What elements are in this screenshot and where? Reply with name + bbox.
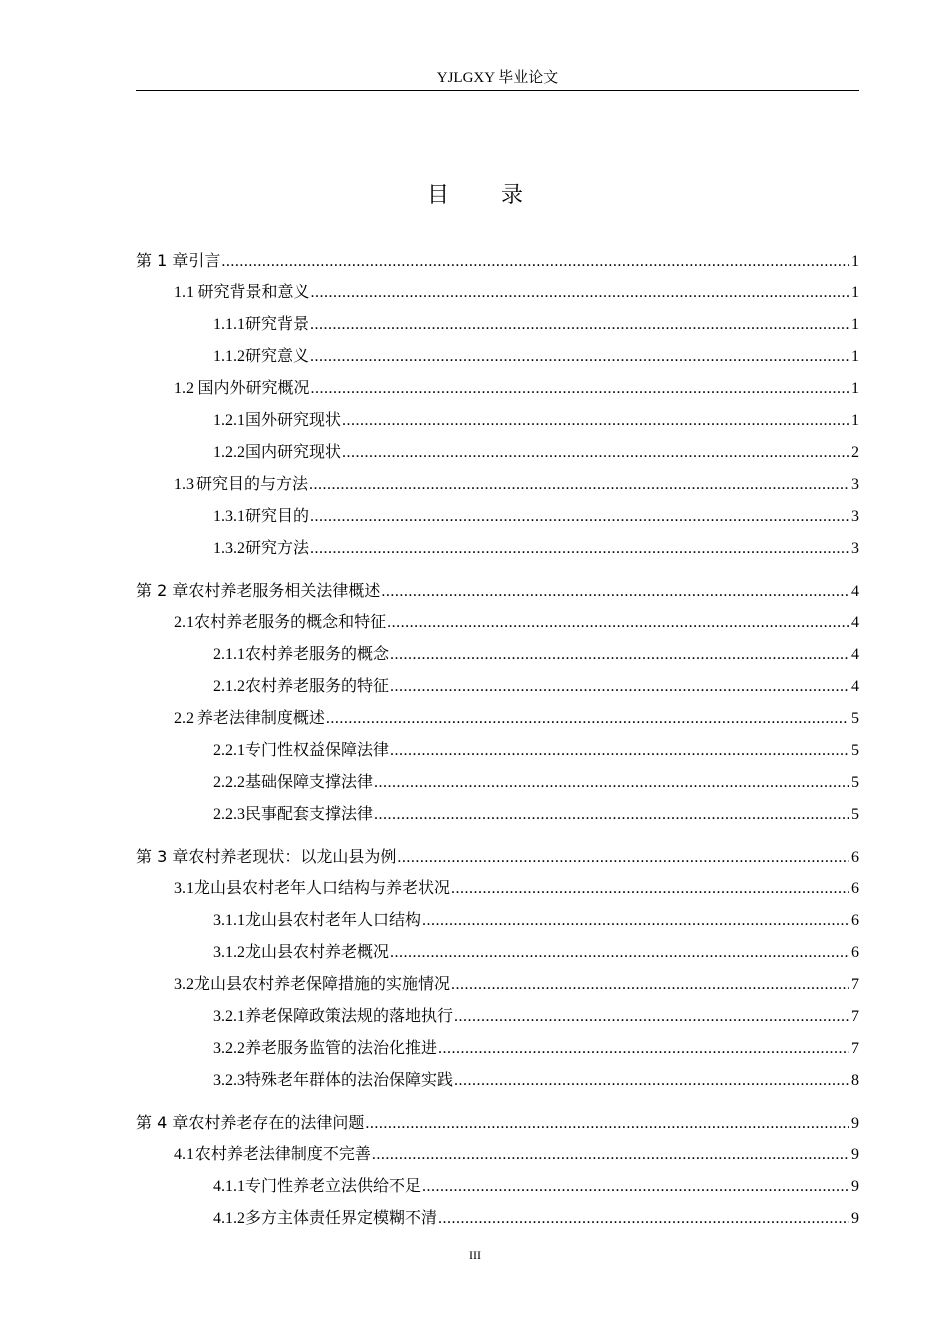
- toc-entry-number: 4.1.2: [213, 1210, 245, 1227]
- toc-entry-page: 3: [851, 476, 859, 493]
- toc-entry-title: 农村养老存在的法律问题: [188, 1113, 365, 1132]
- toc-leader-dots: [326, 703, 849, 735]
- toc-leader-dots: [438, 1203, 849, 1235]
- toc-entry-number: 1.3.2: [213, 540, 245, 557]
- toc-entry-number: 4.1.1: [213, 1178, 245, 1195]
- toc-entry-number: 1.2: [174, 380, 194, 397]
- page-number: III: [469, 1248, 481, 1262]
- toc-entry-page: 4: [851, 646, 859, 663]
- toc-entry[interactable]: [136, 969, 859, 1001]
- toc-leader-dots: [397, 842, 849, 874]
- header-title: YJLGXY 毕业论文: [436, 70, 559, 86]
- toc-leader-dots: [310, 341, 849, 373]
- toc-entry-title: 研究背景和意义: [197, 284, 310, 301]
- toc-entry-page: 1: [851, 380, 859, 397]
- toc-leader-dots: [438, 1033, 849, 1065]
- toc-entry-title: 龙山县农村养老概况: [245, 944, 390, 961]
- toc-entry-title: 龙山县农村老年人口结构与养老状况: [194, 880, 451, 897]
- toc-leader-dots: [390, 639, 849, 671]
- toc-entry-number: 2.2.1: [213, 742, 245, 759]
- toc-entry-title: 养老法律制度概述: [196, 710, 325, 727]
- toc-entry-page: 5: [851, 774, 859, 791]
- toc-leader-dots: [342, 437, 849, 469]
- toc-entry[interactable]: [136, 437, 859, 469]
- toc-entry-number: 第 2 章: [136, 581, 189, 600]
- toc-entry-page: 1: [851, 412, 859, 429]
- toc-entry-page: 9: [851, 1178, 859, 1195]
- toc-entry[interactable]: [136, 937, 859, 969]
- toc-entry-title: 研究意义: [245, 348, 310, 365]
- toc-entry-number: 1.3: [174, 476, 194, 493]
- toc-entry-number: 2.2: [174, 710, 194, 727]
- toc-entry[interactable]: [136, 1033, 859, 1065]
- toc-entry-page: 6: [851, 912, 859, 929]
- toc-entry[interactable]: [136, 841, 859, 873]
- toc-entry[interactable]: [136, 735, 859, 767]
- toc-entry-page: 1: [851, 348, 859, 365]
- toc-entry-page: 1: [851, 284, 859, 301]
- toc-entry-number: 3.2: [174, 976, 194, 993]
- toc-entry[interactable]: [136, 309, 859, 341]
- toc-leader-dots: [422, 1171, 849, 1203]
- toc-leader-dots: [454, 1065, 849, 1097]
- toc-entry-title: 基础保障支撑法律: [245, 774, 374, 791]
- toc-entry-number: 1.1.1: [213, 316, 245, 333]
- toc-leader-dots: [451, 873, 849, 905]
- toc-title: 目录: [426, 183, 575, 208]
- toc-entry[interactable]: [136, 703, 859, 735]
- toc-entry-number: 第 3 章: [136, 847, 189, 866]
- toc-leader-dots: [310, 309, 849, 341]
- toc-entry[interactable]: [136, 405, 859, 437]
- toc-entry-page: 9: [851, 1146, 859, 1163]
- toc-entry[interactable]: [136, 1203, 859, 1235]
- toc-entry-page: 7: [851, 1008, 859, 1025]
- toc-entry-title: 多方主体责任界定模糊不清: [245, 1210, 438, 1227]
- toc-entry[interactable]: [136, 905, 859, 937]
- toc-entry-number: 1.3.1: [213, 508, 245, 525]
- toc-entry[interactable]: [136, 1171, 859, 1203]
- toc-entry-title: 国内外研究概况: [197, 380, 310, 397]
- toc-entry-title: 农村养老服务的特征: [245, 678, 390, 695]
- toc-entry-page: 9: [851, 1210, 859, 1227]
- toc-entry-title: 龙山县农村老年人口结构: [245, 912, 422, 929]
- toc-entry[interactable]: [136, 799, 859, 831]
- toc-entry-number: 2.1: [174, 614, 194, 631]
- toc-entry-page: 9: [851, 1115, 859, 1132]
- toc-entry[interactable]: [136, 767, 859, 799]
- toc-leader-dots: [381, 576, 849, 608]
- toc-entry-title: 国内研究现状: [245, 444, 342, 461]
- toc-entry-title: 农村养老现状：以龙山县为例: [188, 847, 397, 866]
- toc-leader-dots: [374, 767, 849, 799]
- toc-entry-title: 农村养老服务的概念: [245, 646, 390, 663]
- toc-entry[interactable]: [136, 245, 859, 277]
- toc-entry[interactable]: [136, 607, 859, 639]
- toc-entry[interactable]: [136, 469, 859, 501]
- table-of-contents: [136, 245, 859, 1235]
- toc-entry[interactable]: [136, 639, 859, 671]
- toc-entry-page: 6: [851, 944, 859, 961]
- toc-leader-dots: [374, 799, 849, 831]
- toc-entry[interactable]: [136, 341, 859, 373]
- toc-leader-dots: [310, 501, 849, 533]
- toc-entry[interactable]: [136, 1139, 859, 1171]
- toc-entry-title: 国外研究现状: [245, 412, 342, 429]
- toc-leader-dots: [309, 469, 849, 501]
- toc-entry-page: 1: [851, 316, 859, 333]
- toc-entry-title: 特殊老年群体的法治保障实践: [245, 1072, 454, 1089]
- toc-entry-number: 3.2.3: [213, 1072, 245, 1089]
- toc-entry[interactable]: [136, 277, 859, 309]
- toc-entry[interactable]: [136, 1065, 859, 1097]
- toc-entry-page: 4: [851, 583, 859, 600]
- toc-entry-page: 3: [851, 540, 859, 557]
- page-footer: [0, 1248, 950, 1263]
- toc-entry-number: 3.1.1: [213, 912, 245, 929]
- toc-entry-number: 2.1.2: [213, 678, 245, 695]
- toc-entry-number: 第 1 章: [136, 251, 189, 270]
- toc-entry-number: 4.1: [174, 1146, 194, 1163]
- toc-entry[interactable]: [136, 533, 859, 565]
- toc-entry[interactable]: [136, 575, 859, 607]
- toc-leader-dots: [422, 905, 849, 937]
- toc-entry-page: 4: [851, 614, 859, 631]
- toc-entry-number: 3.1.2: [213, 944, 245, 961]
- toc-entry[interactable]: [136, 1001, 859, 1033]
- toc-entry-page: 6: [851, 849, 859, 866]
- toc-entry-title: 研究背景: [245, 316, 310, 333]
- toc-leader-dots: [365, 1108, 849, 1140]
- toc-entry-page: 5: [851, 710, 859, 727]
- toc-leader-dots: [390, 735, 849, 767]
- toc-entry-title: 专门性养老立法供给不足: [245, 1178, 422, 1195]
- toc-leader-dots: [454, 1001, 849, 1033]
- toc-entry-page: 7: [851, 1040, 859, 1057]
- toc-entry[interactable]: [136, 1107, 859, 1139]
- toc-entry-title: 引言: [188, 251, 221, 270]
- toc-entry-title: 农村养老法律制度不完善: [194, 1146, 371, 1163]
- toc-entry-number: 3.2.2: [213, 1040, 245, 1057]
- page-header: [136, 68, 859, 91]
- toc-entry-number: 1.1: [174, 284, 194, 301]
- toc-entry-page: 5: [851, 806, 859, 823]
- toc-entry-title: 农村养老服务的概念和特征: [194, 614, 387, 631]
- toc-entry-number: 3.2.1: [213, 1008, 245, 1025]
- toc-leader-dots: [311, 277, 849, 309]
- toc-entry-page: 3: [851, 508, 859, 525]
- toc-leader-dots: [390, 671, 849, 703]
- toc-entry-title: 专门性权益保障法律: [245, 742, 390, 759]
- toc-entry[interactable]: [136, 671, 859, 703]
- toc-entry-title: 研究目的: [245, 508, 310, 525]
- toc-entry-title: 养老服务监管的法治化推进: [245, 1040, 438, 1057]
- toc-entry-number: 3.1: [174, 880, 194, 897]
- toc-leader-dots: [342, 405, 849, 437]
- toc-leader-dots: [221, 246, 849, 278]
- toc-entry-title: 农村养老服务相关法律概述: [188, 581, 381, 600]
- toc-entry-number: 1.2.1: [213, 412, 245, 429]
- toc-entry[interactable]: [136, 373, 859, 405]
- toc-leader-dots: [310, 533, 849, 565]
- toc-leader-dots: [387, 607, 849, 639]
- toc-entry-number: 1.1.2: [213, 348, 245, 365]
- toc-entry-page: 7: [851, 976, 859, 993]
- toc-leader-dots: [372, 1139, 849, 1171]
- toc-entry-title: 养老保障政策法规的落地执行: [245, 1008, 454, 1025]
- toc-leader-dots: [451, 969, 849, 1001]
- toc-entry-title: 研究方法: [245, 540, 310, 557]
- toc-entry-page: 2: [851, 444, 859, 461]
- toc-entry-page: 1: [851, 253, 859, 270]
- toc-entry[interactable]: [136, 873, 859, 905]
- toc-entry-number: 第 4 章: [136, 1113, 189, 1132]
- toc-entry[interactable]: [136, 501, 859, 533]
- toc-entry-number: 2.2.2: [213, 774, 245, 791]
- toc-entry-title: 研究目的与方法: [196, 476, 309, 493]
- toc-entry-number: 2.1.1: [213, 646, 245, 663]
- toc-entry-number: 2.2.3: [213, 806, 245, 823]
- toc-entry-title: 龙山县农村养老保障措施的实施情况: [194, 976, 451, 993]
- toc-entry-page: 5: [851, 742, 859, 759]
- toc-entry-page: 4: [851, 678, 859, 695]
- toc-entry-page: 8: [851, 1072, 859, 1089]
- toc-entry-page: 6: [851, 880, 859, 897]
- toc-leader-dots: [390, 937, 849, 969]
- toc-entry-number: 1.2.2: [213, 444, 245, 461]
- toc-leader-dots: [311, 373, 849, 405]
- toc-entry-title: 民事配套支撑法律: [245, 806, 374, 823]
